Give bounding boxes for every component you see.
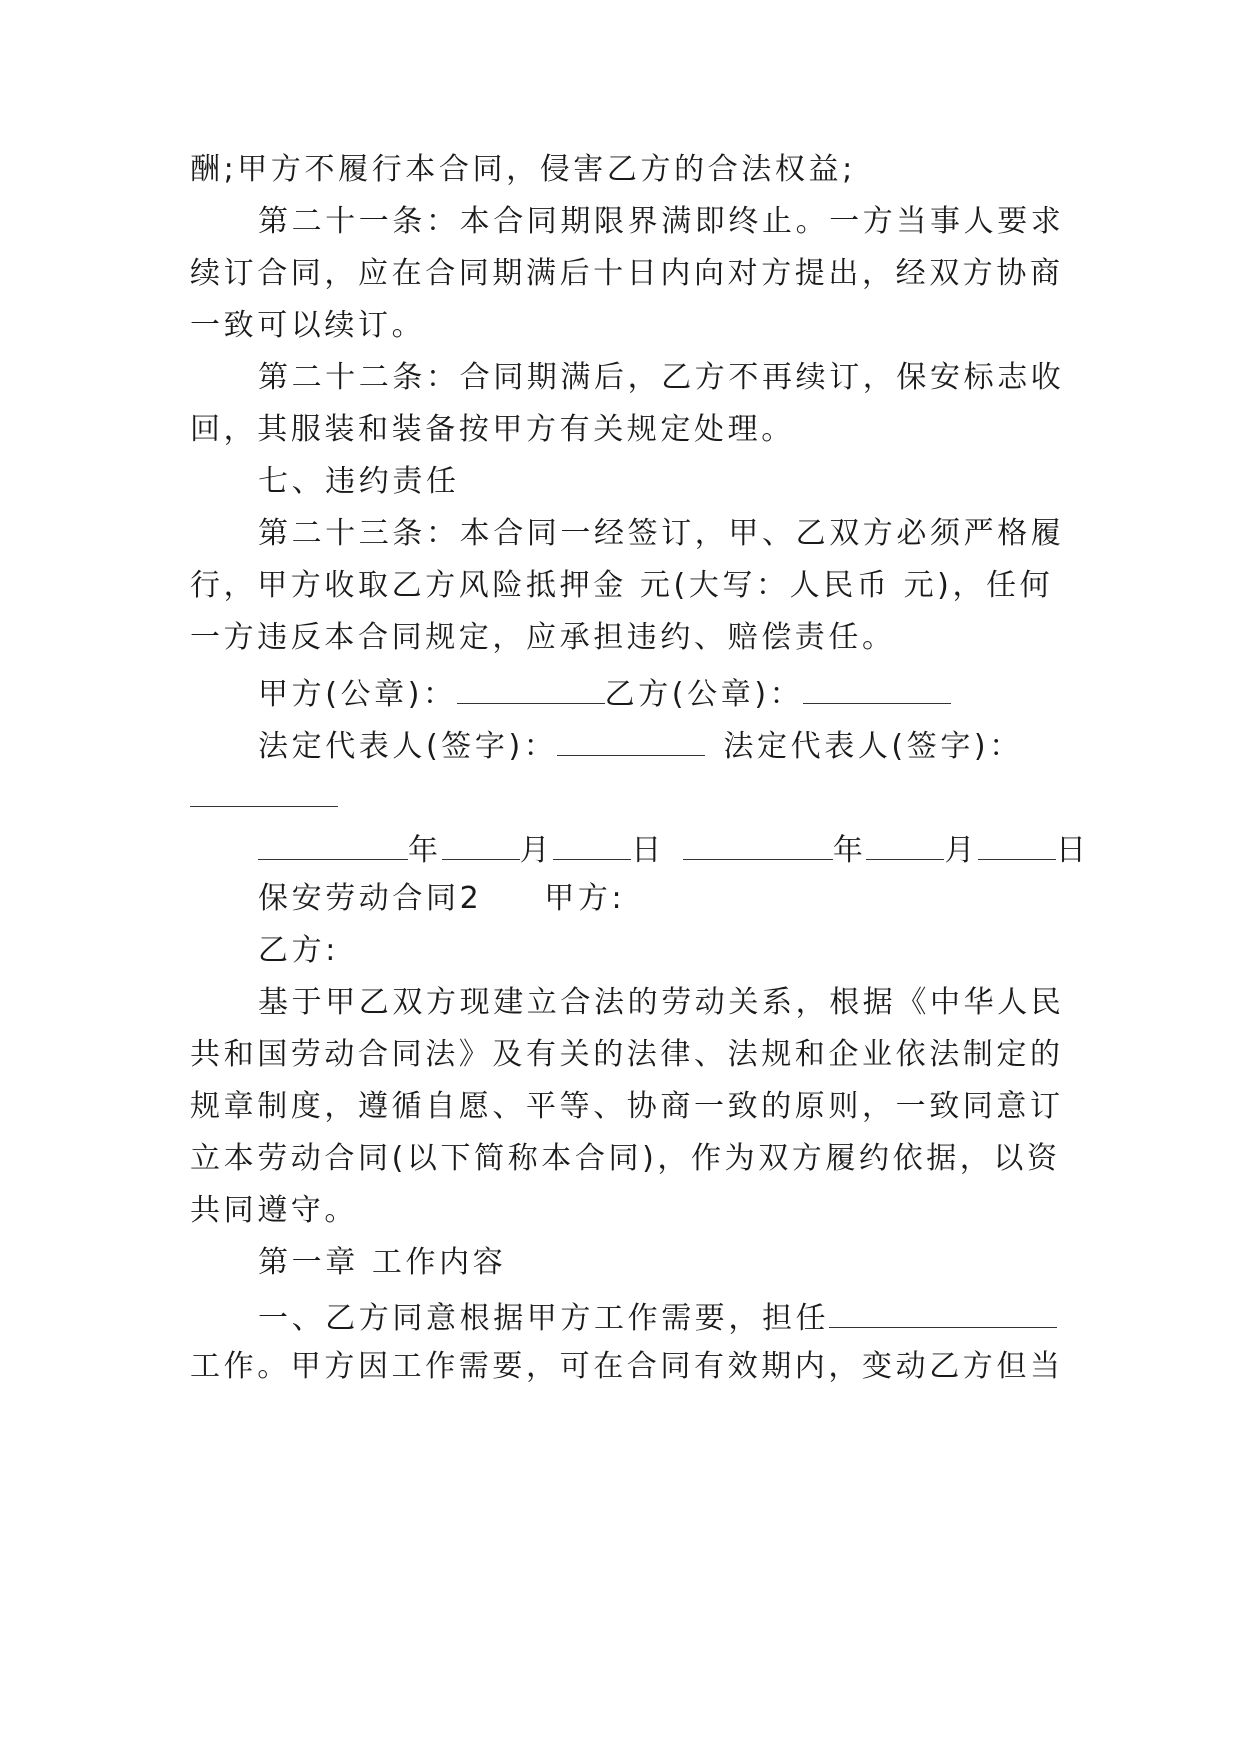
article-21-line-1: 第二十一条：本合同期限界满即终止。一方当事人要求 bbox=[258, 204, 1065, 239]
party-b-label: 乙方: bbox=[258, 933, 339, 968]
party-b-representative-label: 法定代表人(签字)： bbox=[723, 729, 1023, 764]
article-21-line-2: 续订合同，应在合同期满后十日内向对方提出，经双方协商 bbox=[190, 256, 1064, 291]
party-a-month-blank bbox=[442, 829, 520, 860]
contract-2-title-line bbox=[258, 881, 1060, 917]
party-a-year-blank bbox=[258, 829, 408, 860]
article-22-line-2: 回，其服装和装备按甲方有关规定处理。 bbox=[190, 412, 795, 447]
chapter-1-heading: 第一章 工作内容 bbox=[258, 1245, 507, 1280]
contract-2-title: 保安劳动合同2 bbox=[258, 881, 483, 916]
preamble-line-2: 共和国劳动合同法》及有关的法律、法规和企业依法制定的 bbox=[190, 1037, 1064, 1072]
day-label: 日 bbox=[631, 833, 665, 868]
day-label: 日 bbox=[1056, 833, 1090, 868]
party-b-representative-blank-line bbox=[190, 776, 1060, 816]
party-b-day-blank bbox=[978, 829, 1056, 860]
article-21-line-3: 一致可以续订。 bbox=[190, 308, 426, 343]
party-a-representative-blank bbox=[557, 725, 705, 756]
preamble-line-1: 基于甲乙双方现建立合法的劳动关系，根据《中华人民 bbox=[258, 985, 1065, 1020]
date-line bbox=[258, 829, 1090, 869]
party-b-month-blank bbox=[866, 829, 944, 860]
representative-line bbox=[258, 725, 1060, 765]
party-b-representative-blank bbox=[190, 776, 338, 807]
clause-1-line-1 bbox=[258, 1297, 1060, 1337]
month-label: 月 bbox=[519, 833, 554, 868]
preamble-line-3: 规章制度，遵循自愿、平等、协商一致的原则，一致同意订 bbox=[190, 1089, 1064, 1124]
preamble-line-5: 共同遵守。 bbox=[190, 1193, 358, 1228]
position-blank bbox=[829, 1297, 1057, 1328]
text-line: 酬;甲方不履行本合同，侵害乙方的合法权益; bbox=[190, 152, 856, 187]
article-23-line-3: 一方违反本合同规定，应承担违约、赔偿责任。 bbox=[190, 620, 896, 655]
clause-1-text: 一、乙方同意根据甲方工作需要，担任 bbox=[258, 1301, 830, 1336]
article-23-line-1: 第二十三条：本合同一经签订，甲、乙双方必须严格履 bbox=[258, 516, 1065, 551]
party-a-seal-blank bbox=[457, 673, 605, 704]
party-a-day-blank bbox=[553, 829, 631, 860]
preamble-line-4: 立本劳动合同(以下简称本合同)，作为双方履约依据，以资 bbox=[190, 1141, 1061, 1176]
year-label: 年 bbox=[832, 833, 867, 868]
seal-line bbox=[258, 673, 1060, 713]
month-label: 月 bbox=[944, 833, 979, 868]
party-b-seal-label: 乙方(公章)： bbox=[604, 677, 804, 712]
article-22-line-1: 第二十二条：合同期满后，乙方不再续订，保安标志收 bbox=[258, 360, 1065, 395]
section-heading-breach: 七、违约责任 bbox=[258, 464, 460, 499]
party-b-seal-blank bbox=[803, 673, 951, 704]
party-a-seal-label: 甲方(公章)： bbox=[258, 677, 457, 712]
article-23-line-2: 行，甲方收取乙方风险抵押金 元(大写：人民币 元)，任何 bbox=[190, 568, 1054, 603]
year-label: 年 bbox=[408, 833, 442, 868]
party-a-label: 甲方: bbox=[544, 881, 626, 916]
party-a-representative-label: 法定代表人(签字)： bbox=[258, 729, 558, 764]
clause-1-line-2: 工作。甲方因工作需要，可在合同有效期内，变动乙方但当 bbox=[190, 1349, 1064, 1384]
party-b-year-blank bbox=[683, 829, 833, 860]
